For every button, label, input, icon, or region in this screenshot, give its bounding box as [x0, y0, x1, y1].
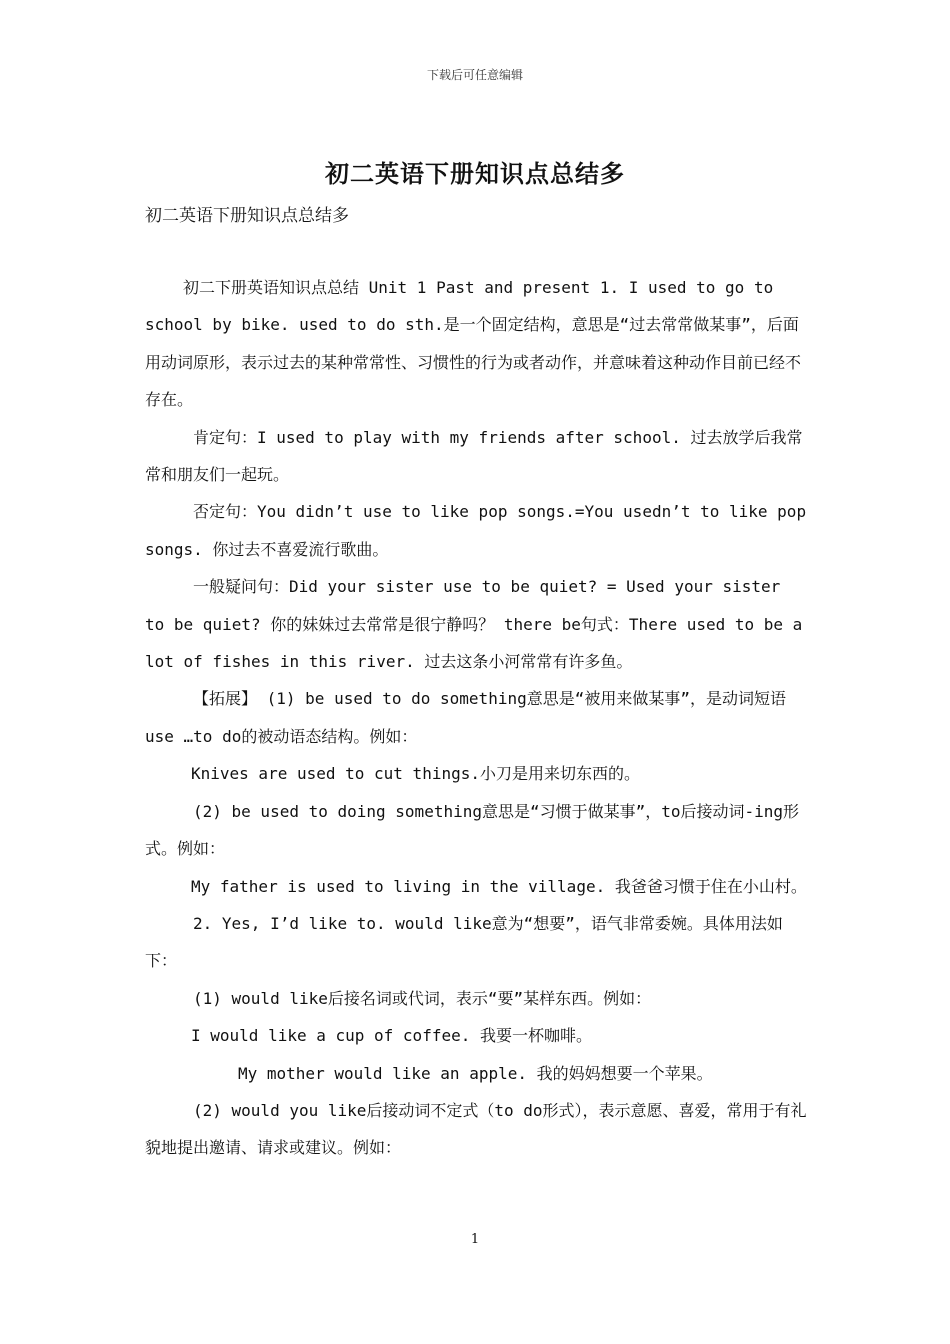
paragraph-unit1-intro: 初二下册英语知识点总结 Unit 1 Past and present 1. I used to go to school by bike. used to do sth.是一个固定结构，意思是“过去常常做某事”，后面用动词原形，表示过去的某种常常性、习惯性的行为或者动作，并意味着这种动作目前已经不存在。: [145, 278, 802, 410]
example-father: My father is used to living in the village. 我爸爸习惯于住在小山村。: [191, 876, 807, 896]
document-subtitle: 初二英语下册知识点总结多: [145, 206, 349, 226]
example-apple: My mother would like an apple. 我的妈妈想要一个苹果。: [238, 1063, 713, 1083]
paragraph-affirmative: 肯定句：I used to play with my friends after school. 过去放学后我常常和朋友们一起玩。: [145, 427, 803, 485]
paragraph-would-like: 2. Yes, I’d like to. would like意为“想要”，语气非常委婉。具体用法如下：: [145, 913, 783, 971]
page-header: 下载后可任意编辑: [426, 68, 523, 82]
document-body: [145, 269, 807, 1167]
paragraph-be-used-to-doing: (2) be used to doing something意思是“习惯于做某事”，to后接动词-ing形式。例如：: [145, 801, 800, 859]
paragraph-would-like-noun: (1) would like后接名词或代词，表示“要”某样东西。例如：: [193, 988, 652, 1008]
example-knives: Knives are used to cut things.小刀是用来切东西的。: [191, 764, 640, 784]
paragraph-question: 一般疑问句：Did your sister use to be quiet? = Used your sister to be quiet? 你的妹妹过去常常是很宁静吗？ there be句式：There used to be a lot of fishes in this river. 过去这条小河常常有许多鱼。: [145, 577, 803, 672]
paragraph-would-you-like: (2) would you like后接动词不定式（to do形式），表示意愿、喜爱，常用于有礼貌地提出邀请、请求或建议。例如：: [145, 1100, 807, 1158]
paragraph-negative: 否定句：You didn’t use to like pop songs.=You usedn’t to like pop songs. 你过去不喜爱流行歌曲。: [145, 502, 807, 559]
page-number: 1: [470, 1232, 480, 1247]
paragraph-extension: 【拓展】 (1) be used to do something意思是“被用来做某事”，是动词短语use …to do的被动语态结构。例如：: [145, 689, 786, 746]
document-title: 初二英语下册知识点总结多: [325, 159, 625, 188]
example-coffee: I would like a cup of coffee. 我要一杯咖啡。: [191, 1026, 592, 1046]
